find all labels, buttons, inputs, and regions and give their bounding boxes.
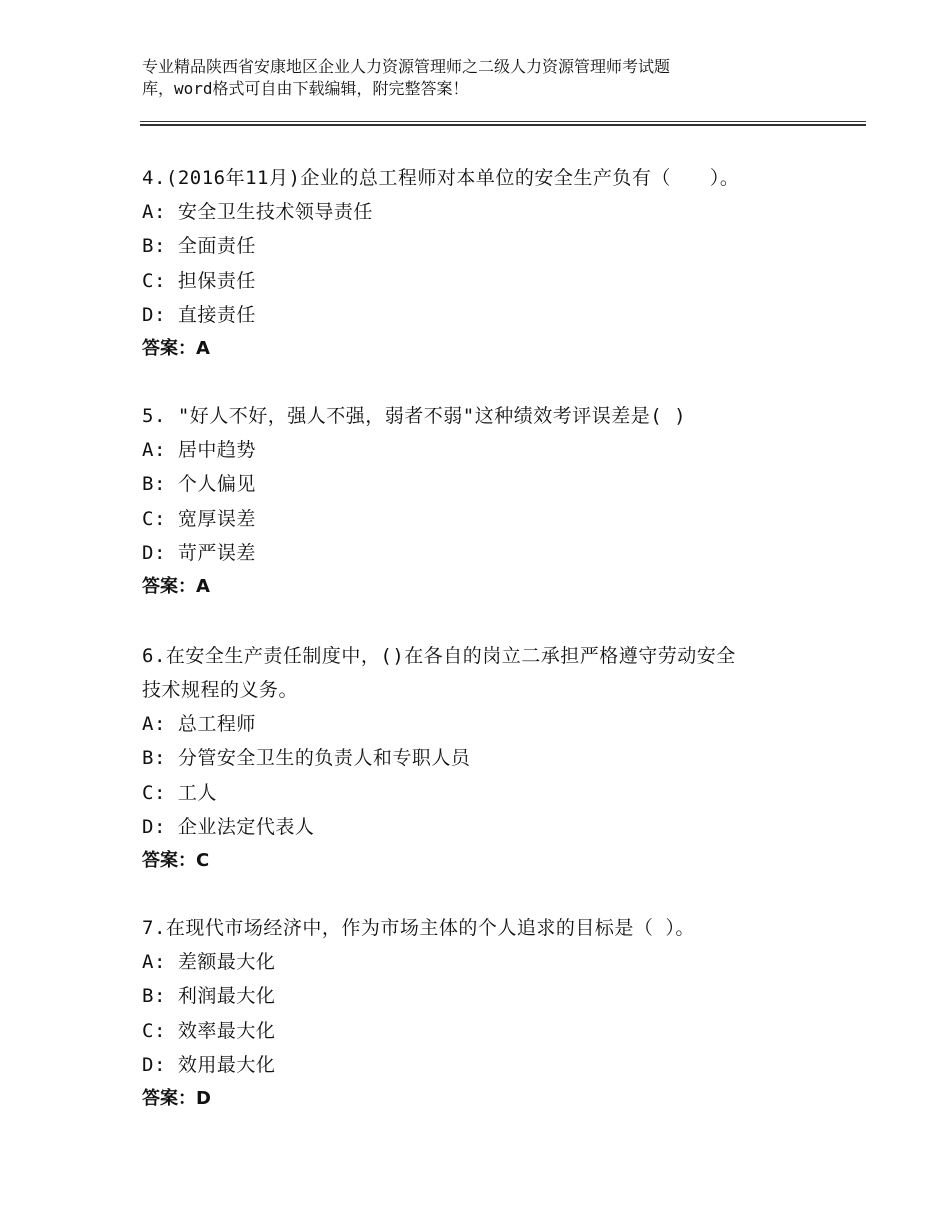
option-a: A: 安全卫生技术领导责任 [142,201,373,223]
question-text: 6.在安全生产责任制度中，()在各自的岗立二承担严格遵守劳动安全 [142,645,736,667]
question-5 [142,399,812,604]
option-a: A: 差额最大化 [142,951,276,973]
option-c: C: 宽厚误差 [142,507,256,530]
question-7 [142,911,812,1116]
option-b: B: 利润最大化 [142,985,276,1008]
option-b: B: 全面责任 [142,235,256,258]
header-title-line-1: 专业精品陕西省安康地区企业人力资源管理师之二级人力资源管理师考试题 [142,57,671,76]
answer: 答案：D [142,1088,211,1110]
option-d: D: 直接责任 [142,303,256,326]
option-a: A: 总工程师 [142,713,256,735]
question-6 [142,639,812,878]
question-text-continued: 技术规程的义务。 [142,679,299,701]
question-text: 4.(2016年11月)企业的总工程师对本单位的安全生产负有（ ）。 [142,167,740,189]
header-divider-thick [140,124,866,126]
option-d: D: 苛严误差 [142,541,256,564]
question-text: 7.在现代市场经济中，作为市场主体的个人追求的目标是（ ）。 [142,917,695,939]
option-a: A: 居中趋势 [142,439,256,461]
question-4 [142,161,812,366]
option-c: C: 工人 [142,781,217,804]
document-header [142,56,782,100]
answer: 答案：C [142,850,210,872]
answer: 答案：A [142,338,210,360]
option-c: C: 担保责任 [142,269,256,292]
header-divider-thin [140,121,866,122]
option-b: B: 个人偏见 [142,473,256,496]
question-text: 5. "好人不好，强人不强，弱者不弱"这种绩效考评误差是( ) [142,405,687,427]
option-d: D: 效用最大化 [142,1053,276,1076]
header-title-line-2: 库，word格式可自由下载编辑，附完整答案！ [142,79,469,98]
option-b: B: 分管安全卫生的负责人和专职人员 [142,747,471,770]
option-c: C: 效率最大化 [142,1019,276,1042]
option-d: D: 企业法定代表人 [142,815,315,838]
answer: 答案：A [142,576,210,598]
